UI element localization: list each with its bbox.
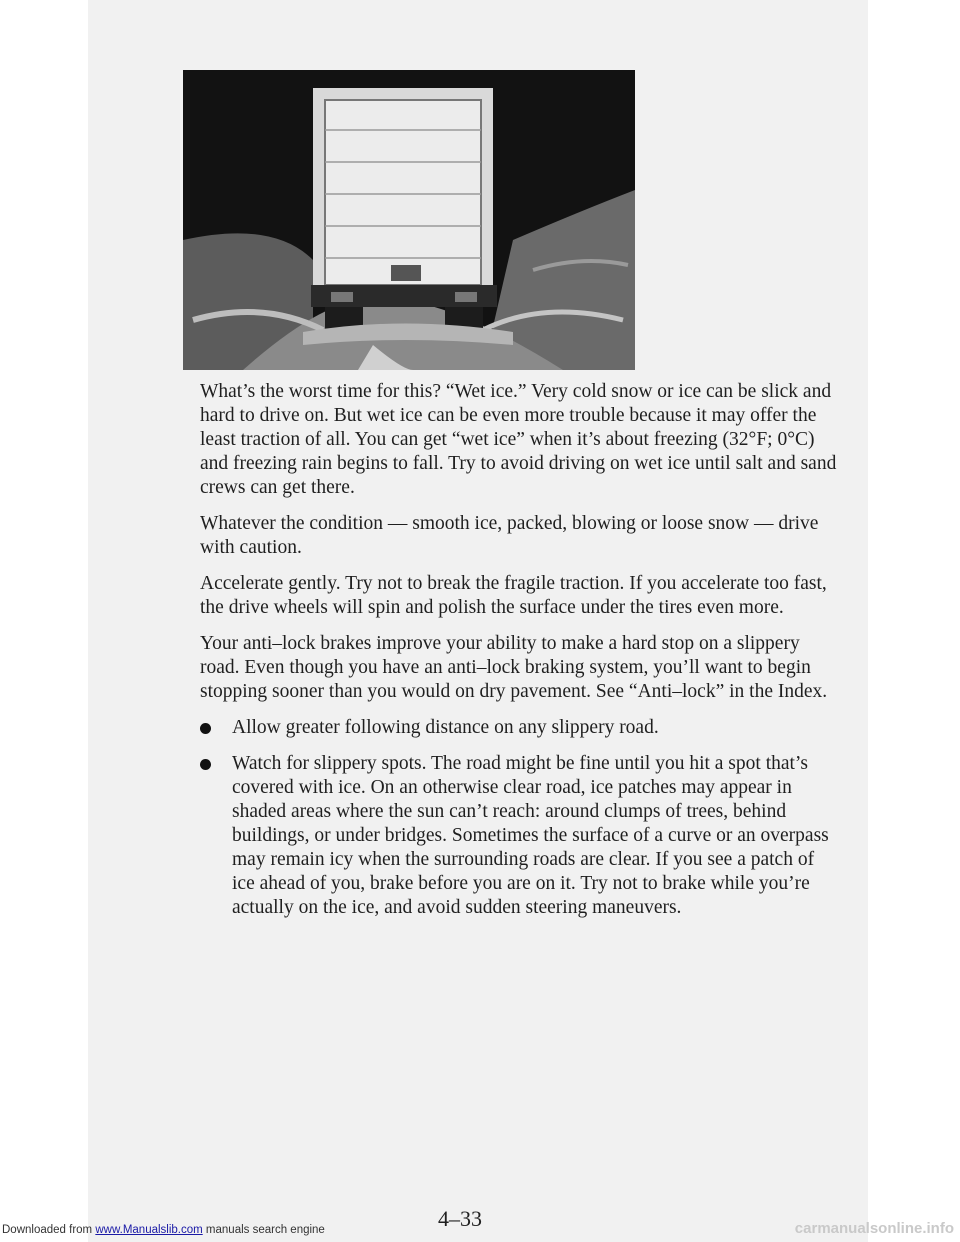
watermark-text: carmanualsonline.info — [794, 1220, 954, 1237]
body-text — [200, 380, 840, 932]
paragraph-condition: Whatever the condition — smooth ice, packed, blowing or loose snow — drive with caution. — [200, 513, 819, 558]
footer-suffix: manuals search engine — [205, 1224, 325, 1236]
list-item — [200, 752, 840, 920]
bullet-icon — [200, 759, 211, 770]
list-item-text: Allow greater following distance on any slippery road. — [232, 717, 659, 738]
tips-list — [200, 716, 840, 920]
footer-prefix: Downloaded from — [2, 1224, 93, 1236]
manualslib-link[interactable]: www.Manualslib.com — [95, 1224, 203, 1236]
bullet-icon — [200, 723, 211, 734]
paragraph-accelerate: Accelerate gently. Try not to break the fragile traction. If you accelerate too fast, the drive wheels will spin and polish the surface under the tires even more. — [200, 573, 827, 618]
list-item — [200, 716, 840, 740]
page-number: 4–33 — [438, 1206, 482, 1231]
list-item-text: Watch for slippery spots. The road might be fine until you hit a spot that’s covered with ice. On an otherwise clear road, ice patches may appear in shaded areas where the sun can’t reach: around clumps of trees, behind buildings, or under bridges. Sometimes the surface of a curve or an overpass may remain icy when the surrounding roads are clear. If you see a patch of ice ahead of you, brake before you are on it. Try not to brake while you’re actually on the ice, and avoid sudden steering maneuvers. — [232, 753, 829, 918]
paragraph-anti-lock: Your anti–lock brakes improve your ability to make a hard stop on a slippery road. Even though you have an anti–lock braking system, you’ll want to begin stopping sooner than you would on dry pavement. See “Anti–lock” in the Index. — [200, 633, 828, 702]
download-footer — [2, 1224, 325, 1236]
truck-on-snowy-road-photo — [183, 70, 635, 370]
paragraph-wet-ice: What’s the worst time for this? “Wet ice.” Very cold snow or ice can be slick and hard to drive on. But wet ice can be even more trouble because it may offer the least traction of all. You can get “wet ice” when it’s about freezing (32°F; 0°C) and freezing rain begins to fall. Try to avoid driving on wet ice until salt and sand crews can get there. — [200, 381, 837, 498]
truck-photo-illustration — [183, 70, 635, 370]
